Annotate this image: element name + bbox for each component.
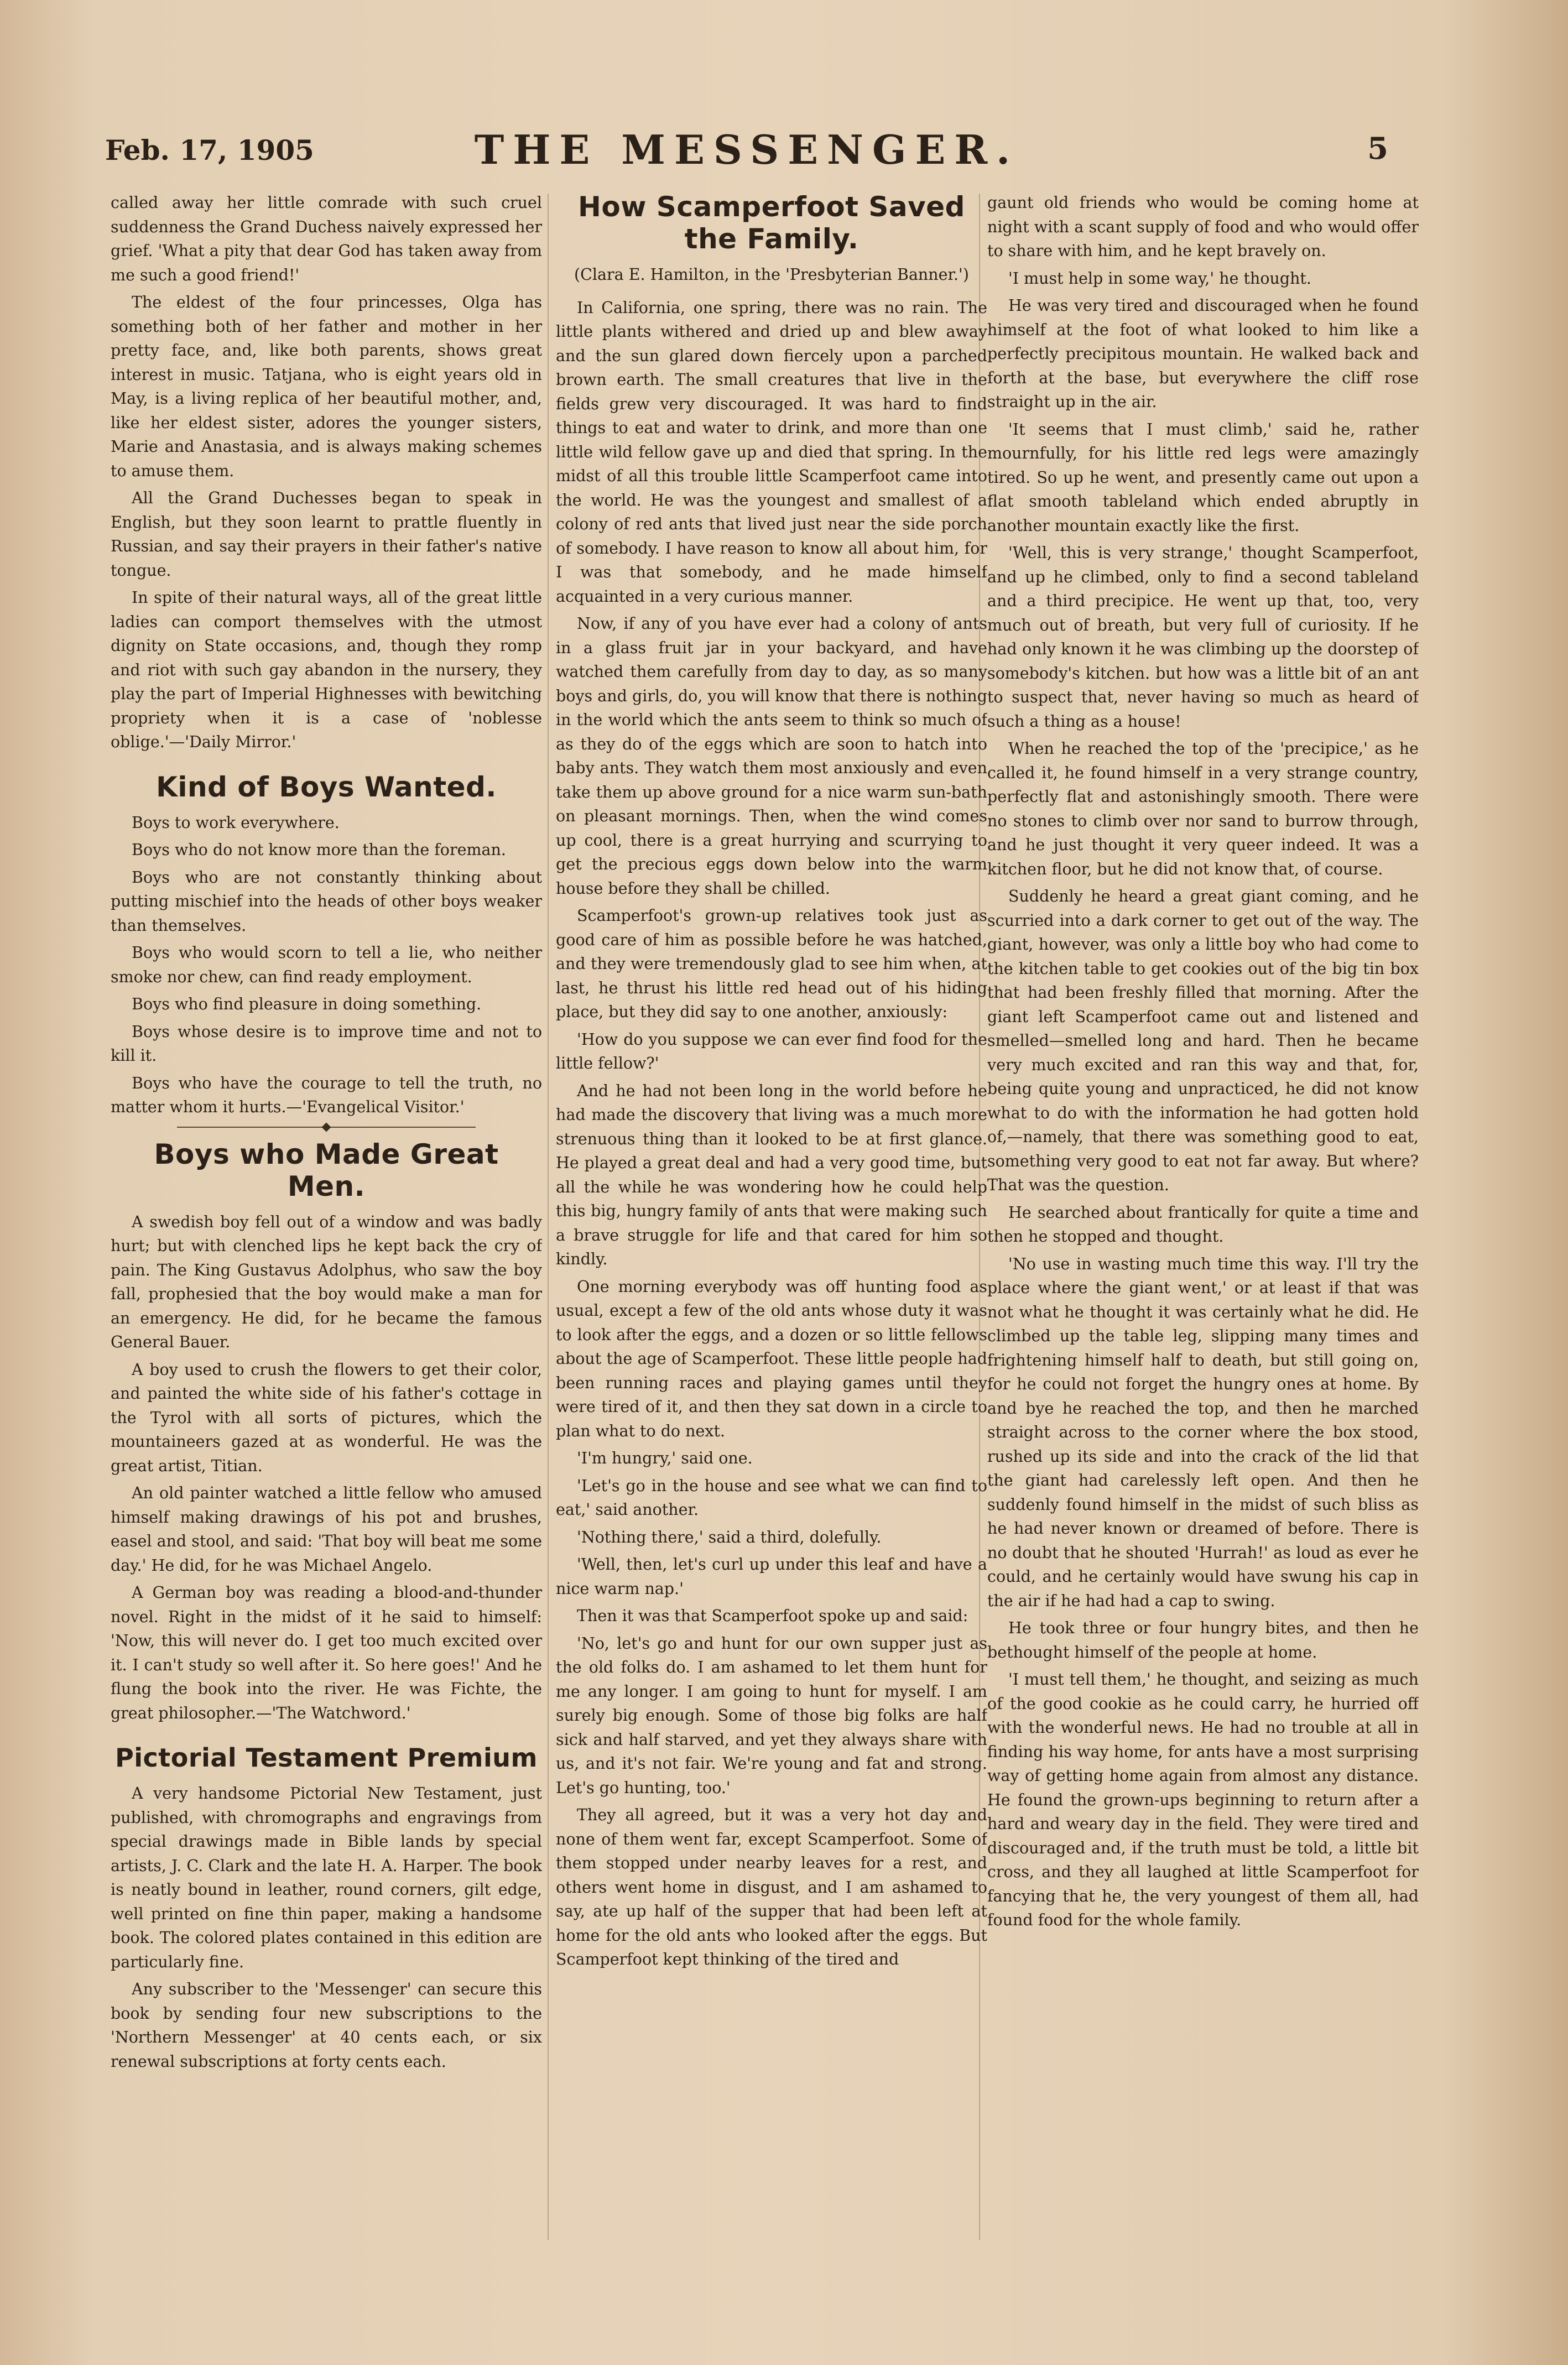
article-paragraph: 'I must tell them,' he thought, and seizing as much of the good cookie as he could carry, he hurried off with the wonderful news. He had no trouble at all in finding his way home, for ants have a most surprising way of getting home again from almost any distance. He found the grown-ups beginning to return after a hard and weary day in the field. They were tired and discouraged and, if the truth must be told, a little bit cross, and they all laughed at little Scamperfoot for fancying that he, the very youngest of them all, had found food for the whole family. (987, 1670, 1419, 1929)
article-paragraph: 'Let's go in the house and see what we can find to eat,' said another. (556, 1476, 987, 1519)
article-paragraph: A German boy was reading a blood-and-thunder novel. Right in the midst of it he said to himself: 'Now, this will never do. I get too much excited over it. I can't study so well after it. So here goes!' And he flung the book into the river. He was Fichte, the great philosopher.—'The Watchword.' (111, 1583, 542, 1722)
page-number: 5 (1367, 131, 1388, 166)
headline-great-men: Boys who Made Great Men. (154, 1138, 499, 1202)
article-paragraph: Then it was that Scamperfoot spoke up and said: (577, 1607, 968, 1625)
article-paragraph: One morning everybody was off hunting food as usual, except a few of the old ants whose duty it was to look after the eggs, and a dozen or so little fellows about the age of Scamperfoot. These little people had been running races and playing games until they were tired of it, and then they sat down in a circle to plan what to do next. (556, 1277, 987, 1440)
article-paragraph: 'No use in wasting much time this way. I'll try the place where the giant went,' or at least if that was not what he thought it was certainly what he did. He climbed up the table leg, slipping many times and frightening himself half to death, but still going on, for he could not forget the hungry ones at home. By and bye he reached the top, and then he marched straight across to the corner where the box stood, rushed up its side and into the crack of the lid that the giant had carelessly left open. And then he suddenly found himself in the midst of such bliss as he had never known or dreamed of before. There is no doubt that he shouted 'Hurrah!' as loud as ever he could, and he certainly would have swung his cap in the air if he had had a cap to swing. (987, 1254, 1419, 1610)
column-3 (987, 191, 1419, 2270)
article-paragraph: Boys who have the courage to tell the truth, no matter whom it hurts.—'Evangelical Visitor.' (111, 1074, 542, 1116)
article-paragraph: Boys who would scorn to tell a lie, who neither smoke nor chew, can find ready employment. (111, 944, 542, 986)
article-paragraph: Boys who find pleasure in doing something. (132, 995, 482, 1013)
article-paragraph: He searched about frantically for quite a time and then he stopped and thought. (987, 1203, 1419, 1246)
article-paragraph: In spite of their natural ways, all of the great little ladies can comport themselves with the utmost dignity on State occasions, and, though they romp and riot with such gay abandon in the nursery, they play the part of Imperial Highnesses with bewitching propriety when it is a case of 'noblesse oblige.'—'Daily Mirror.' (111, 588, 542, 751)
article-paragraph: They all agreed, but it was a very hot day and none of them went far, except Scamperfoot. Some of them stopped under nearby leaves for a rest, and others went home in disgust, and I am ashamed to say, ate up half of the supper that had been left at home for the old ants who looked after the eggs. But Scamperfoot kept thinking of the tired and (556, 1806, 987, 1968)
article-paragraph: 'How do you suppose we can ever find food for the little fellow?' (556, 1030, 987, 1072)
article-paragraph: Scamperfoot's grown-up relatives took just as good care of him as possible before he was hatched, and they were tremendously glad to see him when, at last, he thrust his little red head out of his hiding place, but they did say to one another, anxiously: (556, 907, 987, 1021)
article-paragraph: Suddenly he heard a great giant coming, and he scurried into a dark corner to get out of the way. The giant, however, was only a little boy who had come to the kitchen table to get cookies out of the big tin box that had been freshly filled that morning. After the giant left Scamperfoot came out and listened and smelled—smelled long and hard. Then he became very much excited and ran this way and that, for, being quite young and unpracticed, he did not know what to do with the information he had gotten hold of,—namely, that there was something good to eat, something very good to eat not far away. But where? That was the question. (987, 887, 1419, 1194)
headline-boys-wanted: Kind of Boys Wanted. (156, 770, 497, 803)
article-paragraph: In California, one spring, there was no rain. The little plants withered and dried up and blew away and the sun glared down fiercely upon a parched brown earth. The small creatures that live in the fields grew very discouraged. It was hard to find things to eat and water to drink, and more than one little wild fellow gave up and died that spring. In the midst of all this trouble little Scamperfoot came into the world. He was the youngest and smallest of a colony of red ants that lived just near the side porch of somebody. I have reason to know all about him, for I was that somebody, and he made himself acquainted in a very curious manner. (556, 298, 987, 606)
article-paragraph: Now, if any of you have ever had a colony of ants in a glass fruit jar in your backyard, and have watched them carefully from day to day, as so many boys and girls, do, you will know that there is nothing in the world which the ants seem to think so much of as they do of the eggs which are soon to hatch into baby ants. They watch them most anxiously and even take them up above ground for a nice warm sun-bath on pleasant mornings. Then, when the wind comes up cool, there is a great hurrying and scurrying to get the precious eggs down below into the warm house before they shall be chilled. (556, 614, 987, 898)
article-paragraph: He took three or four hungry bites, and then he bethought himself of the people at home. (987, 1619, 1419, 1661)
article-paragraph: Boys to work everywhere. (132, 813, 340, 832)
article-paragraph: 'Well, this is very strange,' thought Scamperfoot, and up he climbed, only to find a second tableland and a third precipice. He went up that, too, very much out of breath, but very full of curiosity. If he had only known it he was climbing up the doorstep of somebody's kitchen. but how was a little bit of an ant to suspect that, never having so much as heard of such a thing as a house! (987, 544, 1419, 731)
masthead (105, 126, 1388, 187)
article-paragraph: The eldest of the four princesses, Olga has something both of her father and mother in her pretty face, and, like both parents, shows great interest in music. Tatjana, who is eight years old in May, is a living replica of her beautiful mother, and, like her eldest sister, adores the younger sisters, Marie and Anastasia, and is always making schemes to amuse them. (111, 293, 542, 480)
article-paragraph: 'No, let's go and hunt for our own supper just as the old folks do. I am ashamed to let them hunt for me any longer. I am going to hunt for myself. I am surely big enough. Some of those big folks are half sick and half starved, and yet they always share with us, and it's not fair. We're young and fat and strong. Let's go hunting, too.' (556, 1634, 987, 1797)
article-paragraph: And he had not been long in the world before he had made the discovery that living was a much more strenuous thing than it looked to be at first glance. He played a great deal and had a very good time, but all the while he was wondering how he could help this big, hungry family of ants that were making such a brave struggle for life and that cared for him so kindly. (556, 1081, 987, 1268)
newspaper-title: THE MESSENGER. (474, 126, 1019, 173)
article-paragraph: 'Nothing there,' said a third, dolefully. (577, 1528, 882, 1546)
column-rule (548, 194, 549, 2240)
article-paragraph: Boys who do not know more than the foreman. (132, 841, 506, 859)
article-paragraph: Boys who are not constantly thinking about putting mischief into the heads of other boys weaker than themselves. (111, 868, 542, 935)
article-paragraph: called away her little comrade with such cruel suddenness the Grand Duchess naively expressed her grief. 'What a pity that dear God has taken away from me such a good friend!' (111, 194, 542, 284)
article-paragraph: When he reached the top of the 'precipice,' as he called it, he found himself in a very strange country, perfectly flat and astonishingly smooth. There were no stones to climb over nor sand to burrow through, and he just thought it very queer indeed. It was a kitchen floor, but he did not know that, of course. (987, 739, 1419, 878)
article-byline: (Clara E. Hamilton, in the 'Presbyterian Banner.') (574, 265, 970, 284)
article-paragraph: 'It seems that I must climb,' said he, rather mournfully, for his little red legs were amazingly tired. So up he went, and presently came out upon a flat smooth tableland which ended abruptly in another mountain exactly like the first. (987, 420, 1419, 535)
column-2 (556, 191, 987, 2270)
headline-scamperfoot: How Scamperfoot Saved the Family. (578, 191, 965, 255)
article-paragraph: A swedish boy fell out of a window and was badly hurt; but with clenched lips he kept back the cry of pain. The King Gustavus Adolphus, who saw the boy fall, prophesied that the boy would make a man for an emergency. He did, for he became the famous General Bauer. (111, 1212, 542, 1351)
article-paragraph: 'Well, then, let's curl up under this leaf and have a nice warm nap.' (556, 1555, 987, 1598)
column-1 (111, 191, 542, 2270)
headline-testament-premium: Pictorial Testament Premium (115, 1743, 538, 1773)
article-paragraph: A boy used to crush the flowers to get their color, and painted the white side of his father's cottage in the Tyrol with all sorts of pictures, which the mountaineers gazed at as wonderful. He was the great artist, Titian. (111, 1360, 542, 1475)
article-paragraph: 'I must help in some way,' he thought. (1008, 269, 1311, 288)
section-divider (177, 1124, 476, 1131)
article-paragraph: He was very tired and discouraged when he found himself at the foot of what looked to him like a perfectly precipitous mountain. He walked back and forth at the base, but everywhere the cliff rose straight up in the air. (987, 296, 1419, 411)
article-paragraph: An old painter watched a little fellow who amused himself making drawings of his pot and brushes, easel and stool, and said: 'That boy will beat me some day.' He did, for he was Michael Angelo. (111, 1484, 542, 1575)
article-paragraph: Any subscriber to the 'Messenger' can secure this book by sending four new subscriptions to the 'Northern Messenger' at 40 cents each, or six renewal subscriptions at forty cents each. (111, 1980, 542, 2071)
article-paragraph: A very handsome Pictorial New Testament, just published, with chromographs and engravings from special drawings made in Bible lands by special artists, J. C. Clark and the late H. A. Harper. The book is neatly bound in leather, round corners, gilt edge, well printed on fine thin paper, making a handsome book. The colored plates contained in this edition are particularly fine. (111, 1784, 542, 1971)
article-paragraph: 'I'm hungry,' said one. (577, 1449, 753, 1467)
article-paragraph: gaunt old friends who would be coming home at night with a scant supply of food and who would offer to share with him, and he kept bravely on. (987, 194, 1419, 260)
article-paragraph: All the Grand Duchesses began to speak in English, but they soon learnt to prattle fluently in Russian, and say their prayers in their father's native tongue. (111, 489, 542, 580)
issue-date: Feb. 17, 1905 (105, 134, 314, 166)
article-paragraph: Boys whose desire is to improve time and not to kill it. (111, 1022, 542, 1065)
